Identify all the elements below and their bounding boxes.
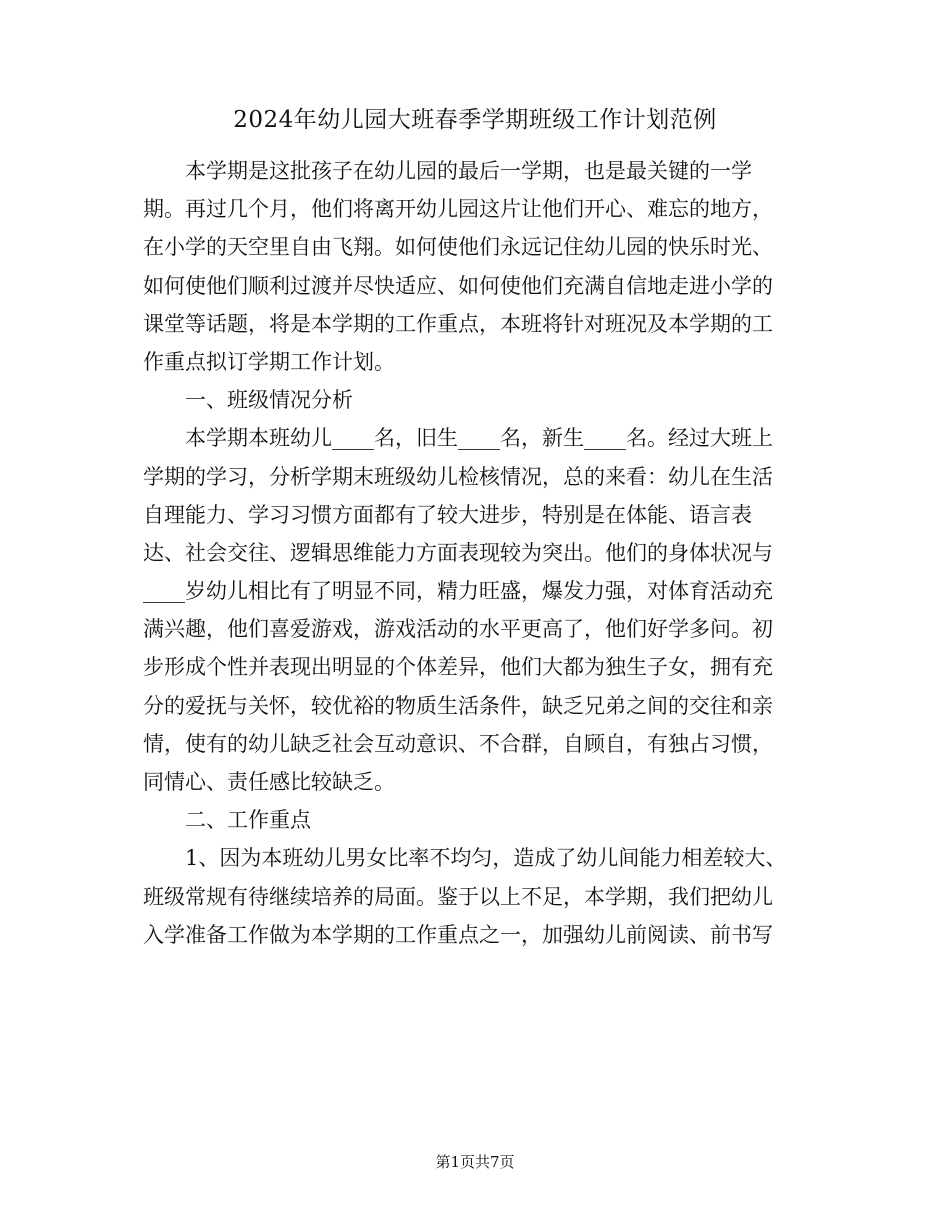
body-line: 自理能力、学习习惯方面都有了较大进步，特别是在体能、语言表 xyxy=(143,502,752,527)
section-heading: 二、工作重点 xyxy=(143,808,311,833)
body-line: 达、社会交往、逻辑思维能力方面表现较为突出。他们的身体状况与 xyxy=(143,540,773,565)
body-line: 满兴趣，他们喜爱游戏，游戏活动的水平更高了，他们好学多问。初 xyxy=(143,617,773,642)
body-line: 作重点拟订学期工作计划。 xyxy=(143,349,395,374)
body-line: 入学准备工作做为本学期的工作重点之一，加强幼儿前阅读、前书写 xyxy=(143,922,773,947)
body-line: 情，使有的幼儿缺乏社会互动意识、不合群，自顾自，有独占习惯， xyxy=(143,731,773,756)
page-number: 第1页共7页 xyxy=(435,1153,515,1171)
document-title: 2024年幼儿园大班春季学期班级工作计划范例 xyxy=(233,107,717,133)
body-line: 如何使他们顺利过渡并尽快适应、如何使他们充满自信地走进小学的 xyxy=(143,273,773,298)
body-line: 班级常规有待继续培养的局面。鉴于以上不足，本学期，我们把幼儿 xyxy=(143,884,773,909)
body-line: 在小学的天空里自由飞翔。如何使他们永远记住幼儿园的快乐时光、 xyxy=(143,235,773,260)
body-line: 分的爱抚与关怀，较优裕的物质生活条件，缺乏兄弟之间的交往和亲 xyxy=(143,693,773,718)
body-line: 期。再过几个月，他们将离开幼儿园这片让他们开心、难忘的地方， xyxy=(143,197,773,222)
body-line: 同情心、责任感比较缺乏。 xyxy=(143,770,395,794)
body-line: ____岁幼儿相比有了明显不同，精力旺盛，爆发力强，对体育活动充 xyxy=(143,579,773,604)
body-line: 1、因为本班幼儿男女比率不均匀，造成了幼儿间能力相差较大、 xyxy=(143,846,787,871)
body-line: 步形成个性并表现出明显的个体差异，他们大都为独生子女，拥有充 xyxy=(143,655,773,680)
body-line: 课堂等话题，将是本学期的工作重点，本班将针对班况及本学期的工 xyxy=(143,311,773,336)
document-body xyxy=(143,152,807,954)
section-heading: 一、班级情况分析 xyxy=(143,388,353,413)
body-line: 学期的学习，分析学期末班级幼儿检核情况，总的来看：幼儿在生活 xyxy=(143,464,773,489)
body-line: 本学期本班幼儿____名，旧生____名，新生____名。经过大班上 xyxy=(143,426,773,451)
body-line: 本学期是这批孩子在幼儿园的最后一学期，也是最关键的一学 xyxy=(143,159,752,183)
